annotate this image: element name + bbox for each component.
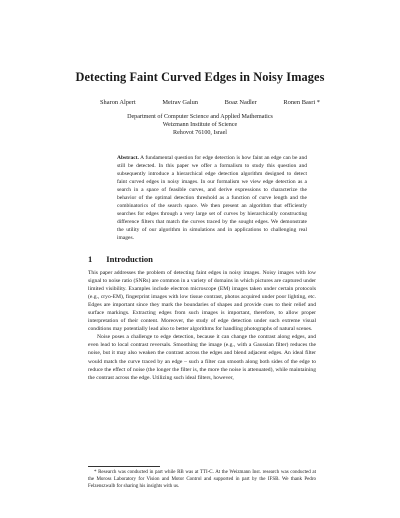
footnote: * Research was conducted in part while RB was at TTI-C. At the Weizmann Inst. research was conducted at the Moross Laboratory for Vision and Motor Control and supported in part by the IFSB. We thank Pedro Felzenszwalb for sharing his insights with us. — [88, 470, 316, 490]
abstract-label: Abstract. — [117, 155, 139, 161]
paper-title: Detecting Faint Curved Edges in Noisy Images — [75, 70, 325, 84]
abstract — [117, 155, 307, 242]
body-paragraph: This paper addresses the problem of detecting faint edges in noisy images. Noisy images with low signal to noise ratio (SNRs) are common in a variety of domains in which pictures are captured under limited visibility. Examples include electron microscope (EM) images taken under certain protocols (e.g., cryo-EM), fingerprint images with low tissue contrast, photos acquired under poor lighting, etc. Edges are important since they mark the boundaries of shapes and provide cues to their relief and surface markings. Extracting edges from such images is important, therefore, to allow proper interpretation of their content. Moreover, the study of edge detection under such extreme visual conditions may potentially lead also to better algorithms for handling photographs of natural scenes. — [88, 270, 316, 333]
affiliation-institute: Weizmann Institute of Science — [162, 122, 238, 128]
author-name: Ronen Basri * — [283, 99, 320, 106]
abstract-text: A fundamental question for edge detection is how faint an edge can be and still be detected. In this paper we offer a formalism to study this question and subsequently introduce a hierarchical edge detection algorithm designed to detect faint curved edges in noisy images. In our formalism we view edge detection as a search in a space of feasible curves, and derive expressions to characterize the behavior of the optimal detection threshold as a function of curve length and the combinatorics of the search space. We then present an algorithm that efficiently searches for edges through a very large set of curves by hierarchically constructing difference filters that match the curves traced by the sought edges. We demonstrate the utility of our algorithm in simulations and in applications to challenging real images. — [117, 155, 307, 241]
author-list — [100, 99, 320, 106]
author-name: Boaz Nadler — [224, 99, 257, 106]
section-heading — [88, 254, 153, 264]
footnote-rule — [88, 466, 160, 467]
author-name: Sharon Alpert — [100, 99, 136, 106]
author-name: Meirav Galun — [162, 99, 198, 106]
affiliation-department: Department of Computer Science and Applied Mathematics — [127, 114, 273, 120]
section-title: Introduction — [106, 254, 153, 264]
section-number: 1 — [88, 254, 93, 264]
section-body — [88, 269, 316, 382]
body-paragraph: Noise poses a challenge to edge detection, because it can change the contrast along edges, and even lead to local contrast reversals. Smoothing the image (e.g., with a Gaussian filter) reduces the noise, but it may also weaken the contrast across the edges and blend adjacent edges. An ideal filter would match the curve traced by an edge – such a filter can smooth along both sides of the edge to reduce the effect of noise (the longer the filter is, the more the noise is attenuated), while maintaining the contrast across the edge. Utilizing such ideal filters, however, — [88, 334, 316, 381]
affiliation-address: Rehovot 76100, Israel — [173, 130, 227, 136]
